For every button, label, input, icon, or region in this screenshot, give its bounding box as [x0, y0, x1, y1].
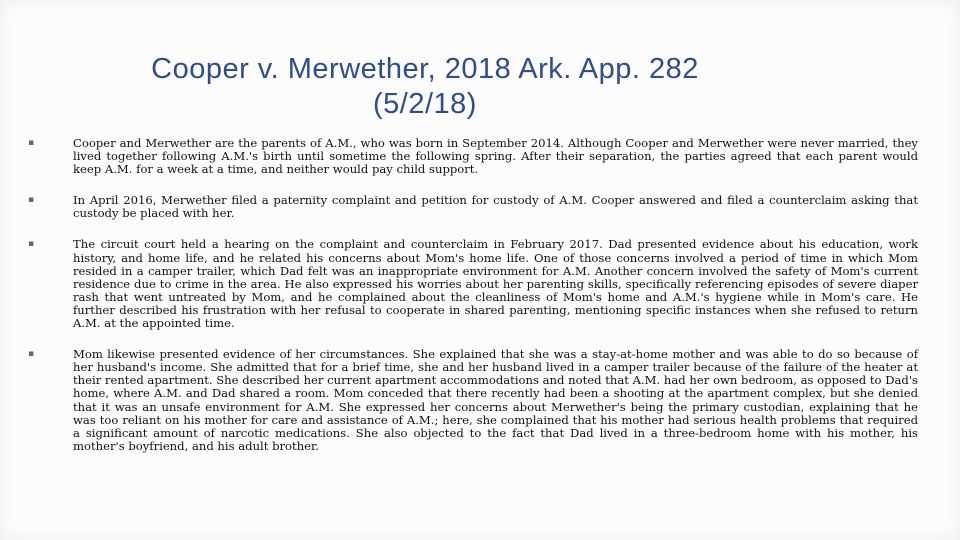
bullet-marker-icon: ▪ [28, 239, 35, 250]
slide-title [80, 52, 770, 122]
bullet-list [28, 137, 918, 471]
bullet-marker-icon: ▪ [28, 195, 35, 206]
title-line-1: Cooper v. Merwether, 2018 Ark. App. 282 [151, 53, 699, 85]
bullet-item [28, 194, 918, 220]
bullet-item [28, 137, 918, 176]
title-line-2: (5/2/18) [373, 88, 477, 120]
bullet-marker-icon: ▪ [28, 349, 35, 360]
bullet-text: The circuit court held a hearing on the complaint and counterclaim in February 2017. Dad presented evidence about his education, work history, and home life, and he related his concerns about Mom's home life. One of those concerns involved a period of time in which Mom resided in a camper trailer, which Dad felt was an inappropriate environment for A.M. Another concern involved the safety of Mom's current residence due to crime in the area. He also expressed his worries about her parenting skills, specifically referencing episodes of severe diaper rash that went untreated by Mom, and he complained about the cleanliness of Mom's home and A.M.'s hygiene while in Mom's care. He further described his frustration with her refusal to cooperate in shared parenting, mentioning specific instances when she refused to return A.M. at the appointed time. [73, 237, 918, 331]
bullet-item [28, 348, 918, 453]
bullet-text: Cooper and Merwether are the parents of A.M., who was born in September 2014. Although Cooper and Merwether were never married, they lived together following A.M.'s birth until sometime the following spring. After their separation, the parties agreed that each parent would keep A.M. for a week at a time, and neither would pay child support. [73, 136, 918, 177]
bullet-marker-icon: ▪ [28, 138, 35, 148]
bullet-text: In April 2016, Merwether filed a paternity complaint and petition for custody of A.M. Cooper answered and filed a counterclaim asking that custody be placed with her. [73, 193, 918, 221]
bullet-text: Mom likewise presented evidence of her circumstances. She explained that she was a stay-at-home mother and was able to do so because of her husband's income. She admitted that for a brief time, she and her husband lived in a camper trailer because of the failure of the heater at their rented apartment. She described her current apartment accommodations and noted that A.M. had her own bedroom, as opposed to Dad's home, where A.M. and Dad shared a room. Mom conceded that there recently had been a shooting at the apartment complex, but she denied that it was an unsafe environment for A.M. She expressed her concerns about Merwether's being the primary custodian, explaining that he was too reliant on his mother for care and assistance of A.M.; here, she complained that his mother had serious health problems that required a significant amount of narcotic medications. She also objected to the fact that Dad lived in a three-bedroom home with his mother, his mother's boyfriend, and his adult brother. [73, 347, 918, 453]
bullet-item [28, 238, 918, 330]
